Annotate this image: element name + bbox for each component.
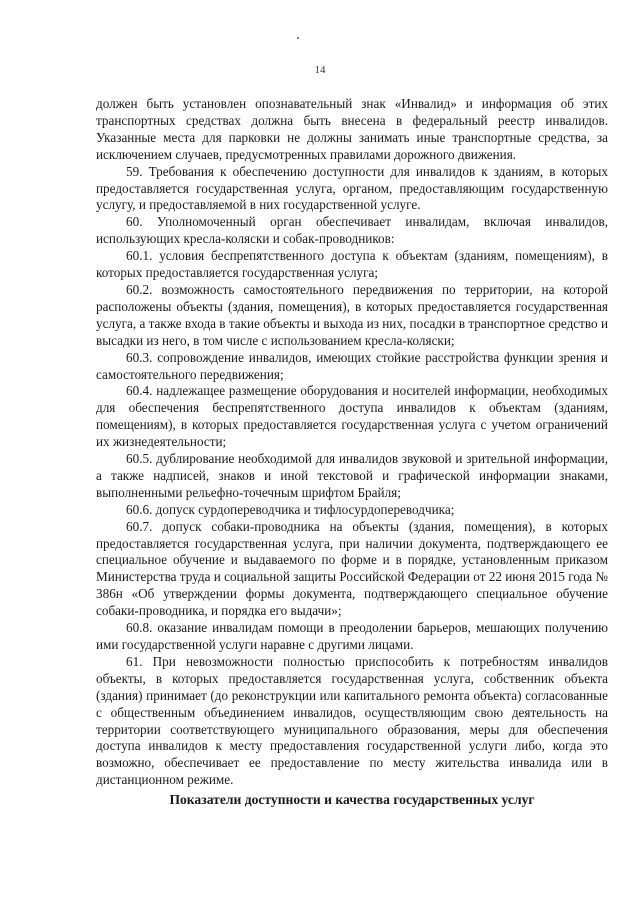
document-body [96, 96, 608, 808]
paragraph-60-7: 60.7. допуск собаки-проводника на объекты (здания, помещения), в которых предоставляется государственная услуга, при наличии документа, подтверждающего ее специальное обучение и выдаваемого по форме и в порядке, установленным приказом Министерства труда и социальной защиты Российской Федерации от 22 июня 2015 года № 386н «Об утверждении формы документа, подтверждающего специальное обучение собаки-проводника, и порядка его выдачи»; [96, 518, 608, 619]
paragraph-60-4: 60.4. надлежащее размещение оборудования и носителей информации, необходимых для обеспечения беспрепятственного доступа инвалидов к объектам (зданиям, помещениям), в которых предоставляется государственная услуга с учетом ограничений их жизнедеятельности; [96, 383, 608, 450]
paragraph-60-2: 60.2. возможность самостоятельного передвижения по территории, на которой расположены объекты (здания, помещения), в которых предоставляется государственная услуга, а также входа в такие объекты и выхода из них, посадки в транспортное средство и высадки из него, в том числе с использованием кресла-коляски; [96, 281, 608, 348]
paragraph-60-5: 60.5. дублирование необходимой для инвалидов звуковой и зрительной информации, а также надписей, знаков и иной текстовой и графической информации знаками, выполненными рельефно-точечным шрифтом Брайля; [96, 451, 608, 500]
paragraph-60-1: 60.1. условия беспрепятственного доступа к объектам (зданиям, помещениям), в которых предоставляется государственная услуга; [96, 248, 608, 281]
paragraph-61: 61. При невозможности полностью приспособить к потребностям инвалидов объекты, в которых предоставляется государственная услуга, собственник объекта (здания) принимает (до реконструкции или капитального ремонта объекта) согласованные с общественным объединением инвалидов, осуществляющим свою деятельность на территории соответствующего муниципального образования, меры для обеспечения доступа инвалидов к месту предоставления государственной услуги либо, когда это возможно, обеспечивает ее предоставление по месту жительства инвалида или в дистанционном режиме. [96, 653, 608, 788]
paragraph-60-3: 60.3. сопровождение инвалидов, имеющих стойкие расстройства функции зрения и самостоятельного передвижения; [96, 349, 608, 382]
page-number: 14 [314, 64, 326, 76]
paragraph-60: 60. Уполномоченный орган обеспечивает инвалидам, включая инвалидов, использующих кресла-коляски и собак-проводников: [96, 214, 608, 247]
scan-speck [297, 37, 299, 39]
section-heading: Показатели доступности и качества государственных услуг [169, 792, 535, 808]
paragraph-60-6: 60.6. допуск сурдопереводчика и тифлосурдопереводчика; [126, 501, 455, 517]
paragraph-60-8: 60.8. оказание инвалидам помощи в преодолении барьеров, мешающих получению ими государственной услуги наравне с другими лицами. [96, 620, 608, 652]
paragraph-59: 59. Требования к обеспечению доступности для инвалидов к зданиям, в которых предоставляется государственная услуга, органом, предоставляющим государственную услугу, и предоставляемой в них государственной услуге. [96, 163, 608, 213]
paragraph-58-continuation: должен быть установлен опознавательный знак «Инвалид» и информация об этих транспортных средствах должна быть внесена в федеральный реестр инвалидов. Указанные места для парковки не должны занимать иные транспортные средства, за исключением случаев, предусмотренных правилами дорожного движения. [96, 96, 608, 162]
